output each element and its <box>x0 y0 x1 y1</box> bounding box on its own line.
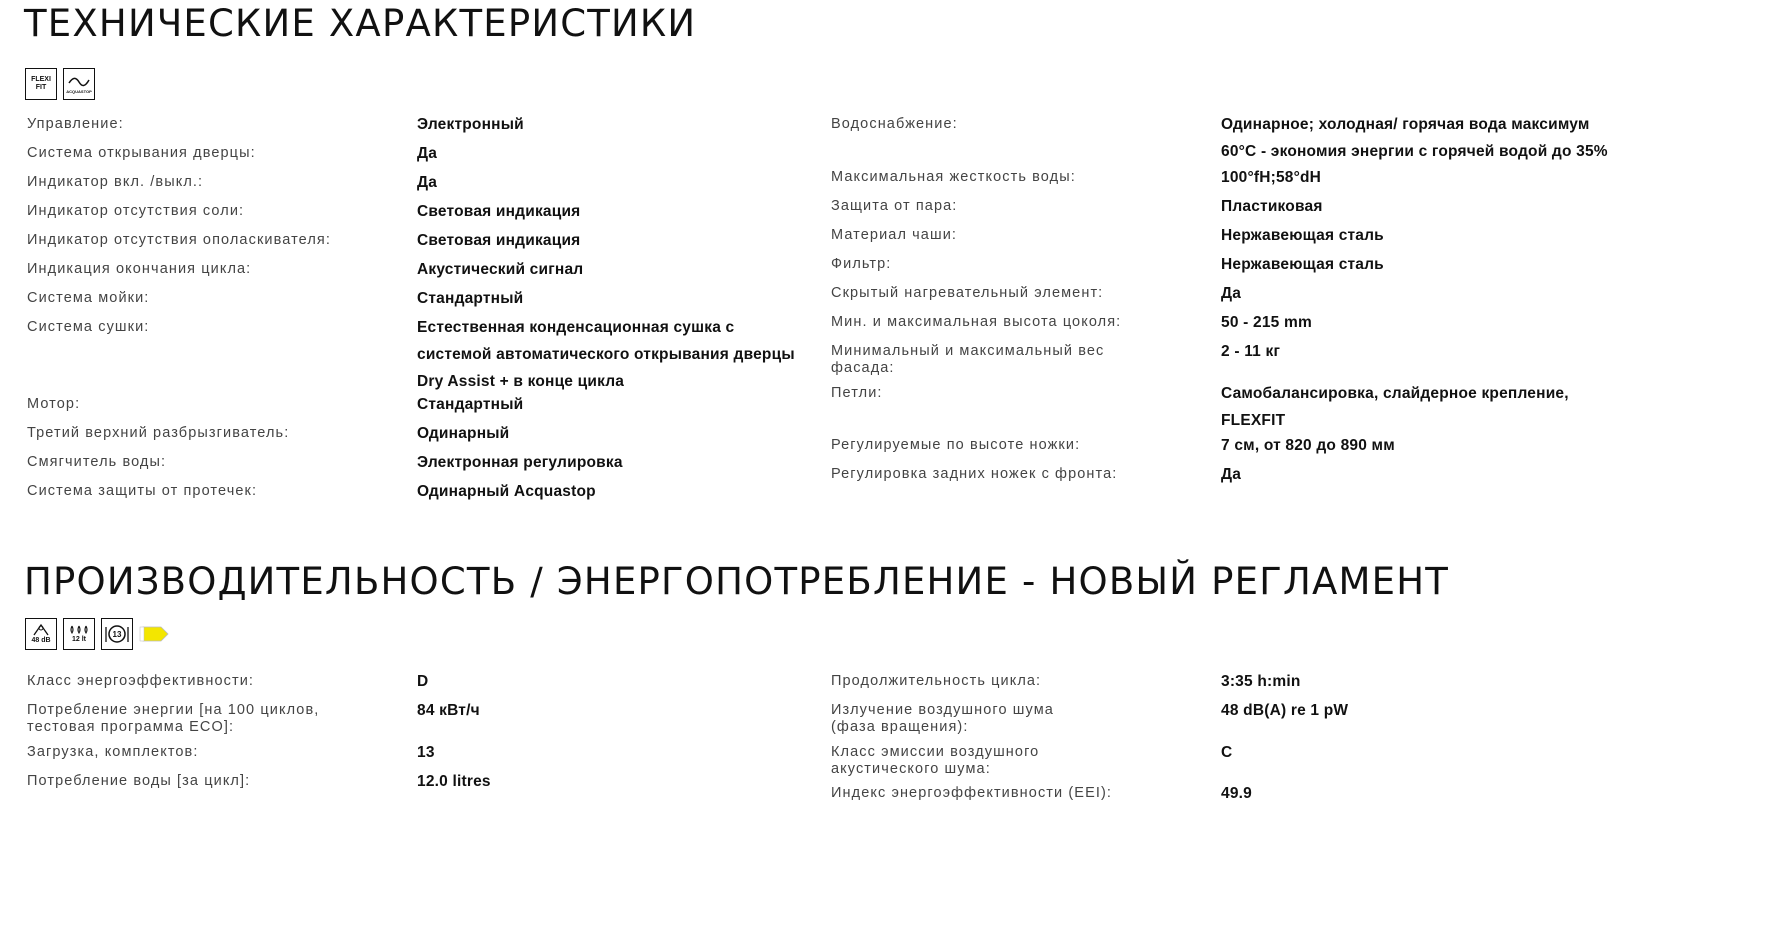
spec-label: Система сушки: <box>27 319 150 335</box>
spec-label: Петли: <box>831 385 883 401</box>
spec-label: Потребление энергии [на 100 циклов, тестовая программа ECO]: <box>27 702 320 735</box>
spec-value: 12.0 litres <box>417 773 491 790</box>
spec-value: Естественная конденсационная сушка с системой автоматического открывания дверцы Dry Assist + в конце цикла <box>417 319 795 390</box>
spec-label: Минимальный и максимальный вес фасада: <box>831 343 1105 376</box>
spec-label: Водоснабжение: <box>831 116 958 132</box>
feature-icons <box>25 68 95 100</box>
spec-value: 3:35 h:min <box>1221 673 1301 690</box>
svg-text:13: 13 <box>112 630 122 639</box>
spec-label: Регулируемые по высоте ножки: <box>831 437 1081 453</box>
water-12l-icon: 12 lt <box>63 618 95 650</box>
spec-value: 50 - 215 mm <box>1221 314 1312 331</box>
spec-value: Одинарное; холодная/ горячая вода максимум 60°C - экономия энергии с горячей водой до 35% <box>1221 116 1608 160</box>
spec-value: Электронный <box>417 116 524 133</box>
spec-value: D <box>417 673 429 690</box>
spec-value: 13 <box>417 744 435 761</box>
place-settings-13-icon <box>101 618 133 650</box>
spec-label: Смягчитель воды: <box>27 454 167 470</box>
performance-icons <box>25 618 169 650</box>
spec-value: 100°fH;58°dH <box>1221 169 1322 186</box>
spec-label: Система мойки: <box>27 290 150 306</box>
spec-label: Материал чаши: <box>831 227 958 243</box>
acquastop-icon: ACQUASTOP <box>63 68 95 100</box>
spec-label: Мин. и максимальная высота цоколя: <box>831 314 1122 330</box>
spec-value: 48 dB(A) re 1 pW <box>1221 702 1349 719</box>
spec-label: Максимальная жесткость воды: <box>831 169 1076 185</box>
spec-value: Световая индикация <box>417 203 581 220</box>
spec-label: Индикатор отсутствия ополаскивателя: <box>27 232 331 248</box>
spec-value: C <box>1221 744 1233 761</box>
spec-label: Загрузка, комплектов: <box>27 744 199 760</box>
spec-label: Индикатор отсутствия соли: <box>27 203 245 219</box>
flexi-fit-icon: FLEXI FIT <box>25 68 57 100</box>
spec-value: Одинарный <box>417 425 510 442</box>
spec-label: Индикация окончания цикла: <box>27 261 252 277</box>
spec-value: Пластиковая <box>1221 198 1323 215</box>
spec-value: Да <box>417 174 438 191</box>
spec-label: Третий верхний разбрызгиватель: <box>27 425 290 441</box>
spec-label: Регулировка задних ножек с фронта: <box>831 466 1118 482</box>
spec-label: Продолжительность цикла: <box>831 673 1042 689</box>
spec-value: 7 см, от 820 до 890 мм <box>1221 437 1395 454</box>
spec-value: Электронная регулировка <box>417 454 623 471</box>
spec-value: 49.9 <box>1221 785 1252 802</box>
spec-label: Класс эмиссии воздушного акустического шума: <box>831 744 1040 777</box>
spec-value: Нержавеющая сталь <box>1221 227 1384 244</box>
spec-value: Одинарный Acquastop <box>417 483 596 500</box>
spec-value: Да <box>417 145 438 162</box>
spec-label: Потребление воды [за цикл]: <box>27 773 251 789</box>
spec-label: Индикатор вкл. /выкл.: <box>27 174 204 190</box>
spec-value: 2 - 11 кг <box>1221 343 1281 360</box>
energy-class-icon <box>139 625 169 643</box>
spec-label: Мотор: <box>27 396 81 412</box>
spec-label: Управление: <box>27 116 124 132</box>
spec-value: Нержавеющая сталь <box>1221 256 1384 273</box>
spec-label: Скрытый нагревательный элемент: <box>831 285 1104 301</box>
spec-label: Система открывания дверцы: <box>27 145 256 161</box>
spec-label: Фильтр: <box>831 256 892 272</box>
spec-label: Защита от пара: <box>831 198 958 214</box>
section-title-performance: ПРОИЗВОДИТЕЛЬНОСТЬ / ЭНЕРГОПОТРЕБЛЕНИЕ - НОВЫЙ РЕГЛАМЕНТ <box>24 560 1450 603</box>
spec-value: Световая индикация <box>417 232 581 249</box>
spec-value: Стандартный <box>417 290 524 307</box>
spec-label: Излучение воздушного шума (фаза вращения): <box>831 702 1054 735</box>
section-title-technical: ТЕХНИЧЕСКИЕ ХАРАКТЕРИСТИКИ <box>24 2 697 45</box>
spec-label: Класс энергоэффективности: <box>27 673 255 689</box>
spec-value: Стандартный <box>417 396 524 413</box>
spec-value: Самобалансировка, слайдерное крепление, FLEXFIT <box>1221 385 1569 429</box>
spec-value: Да <box>1221 466 1242 483</box>
spec-value: Акустический сигнал <box>417 261 584 278</box>
spec-value: 84 кВт/ч <box>417 702 480 719</box>
spec-label: Индекс энергоэффективности (EEI): <box>831 785 1113 801</box>
spec-label: Система защиты от протечек: <box>27 483 258 499</box>
noise-48db-icon: 48 dB <box>25 618 57 650</box>
spec-value: Да <box>1221 285 1242 302</box>
